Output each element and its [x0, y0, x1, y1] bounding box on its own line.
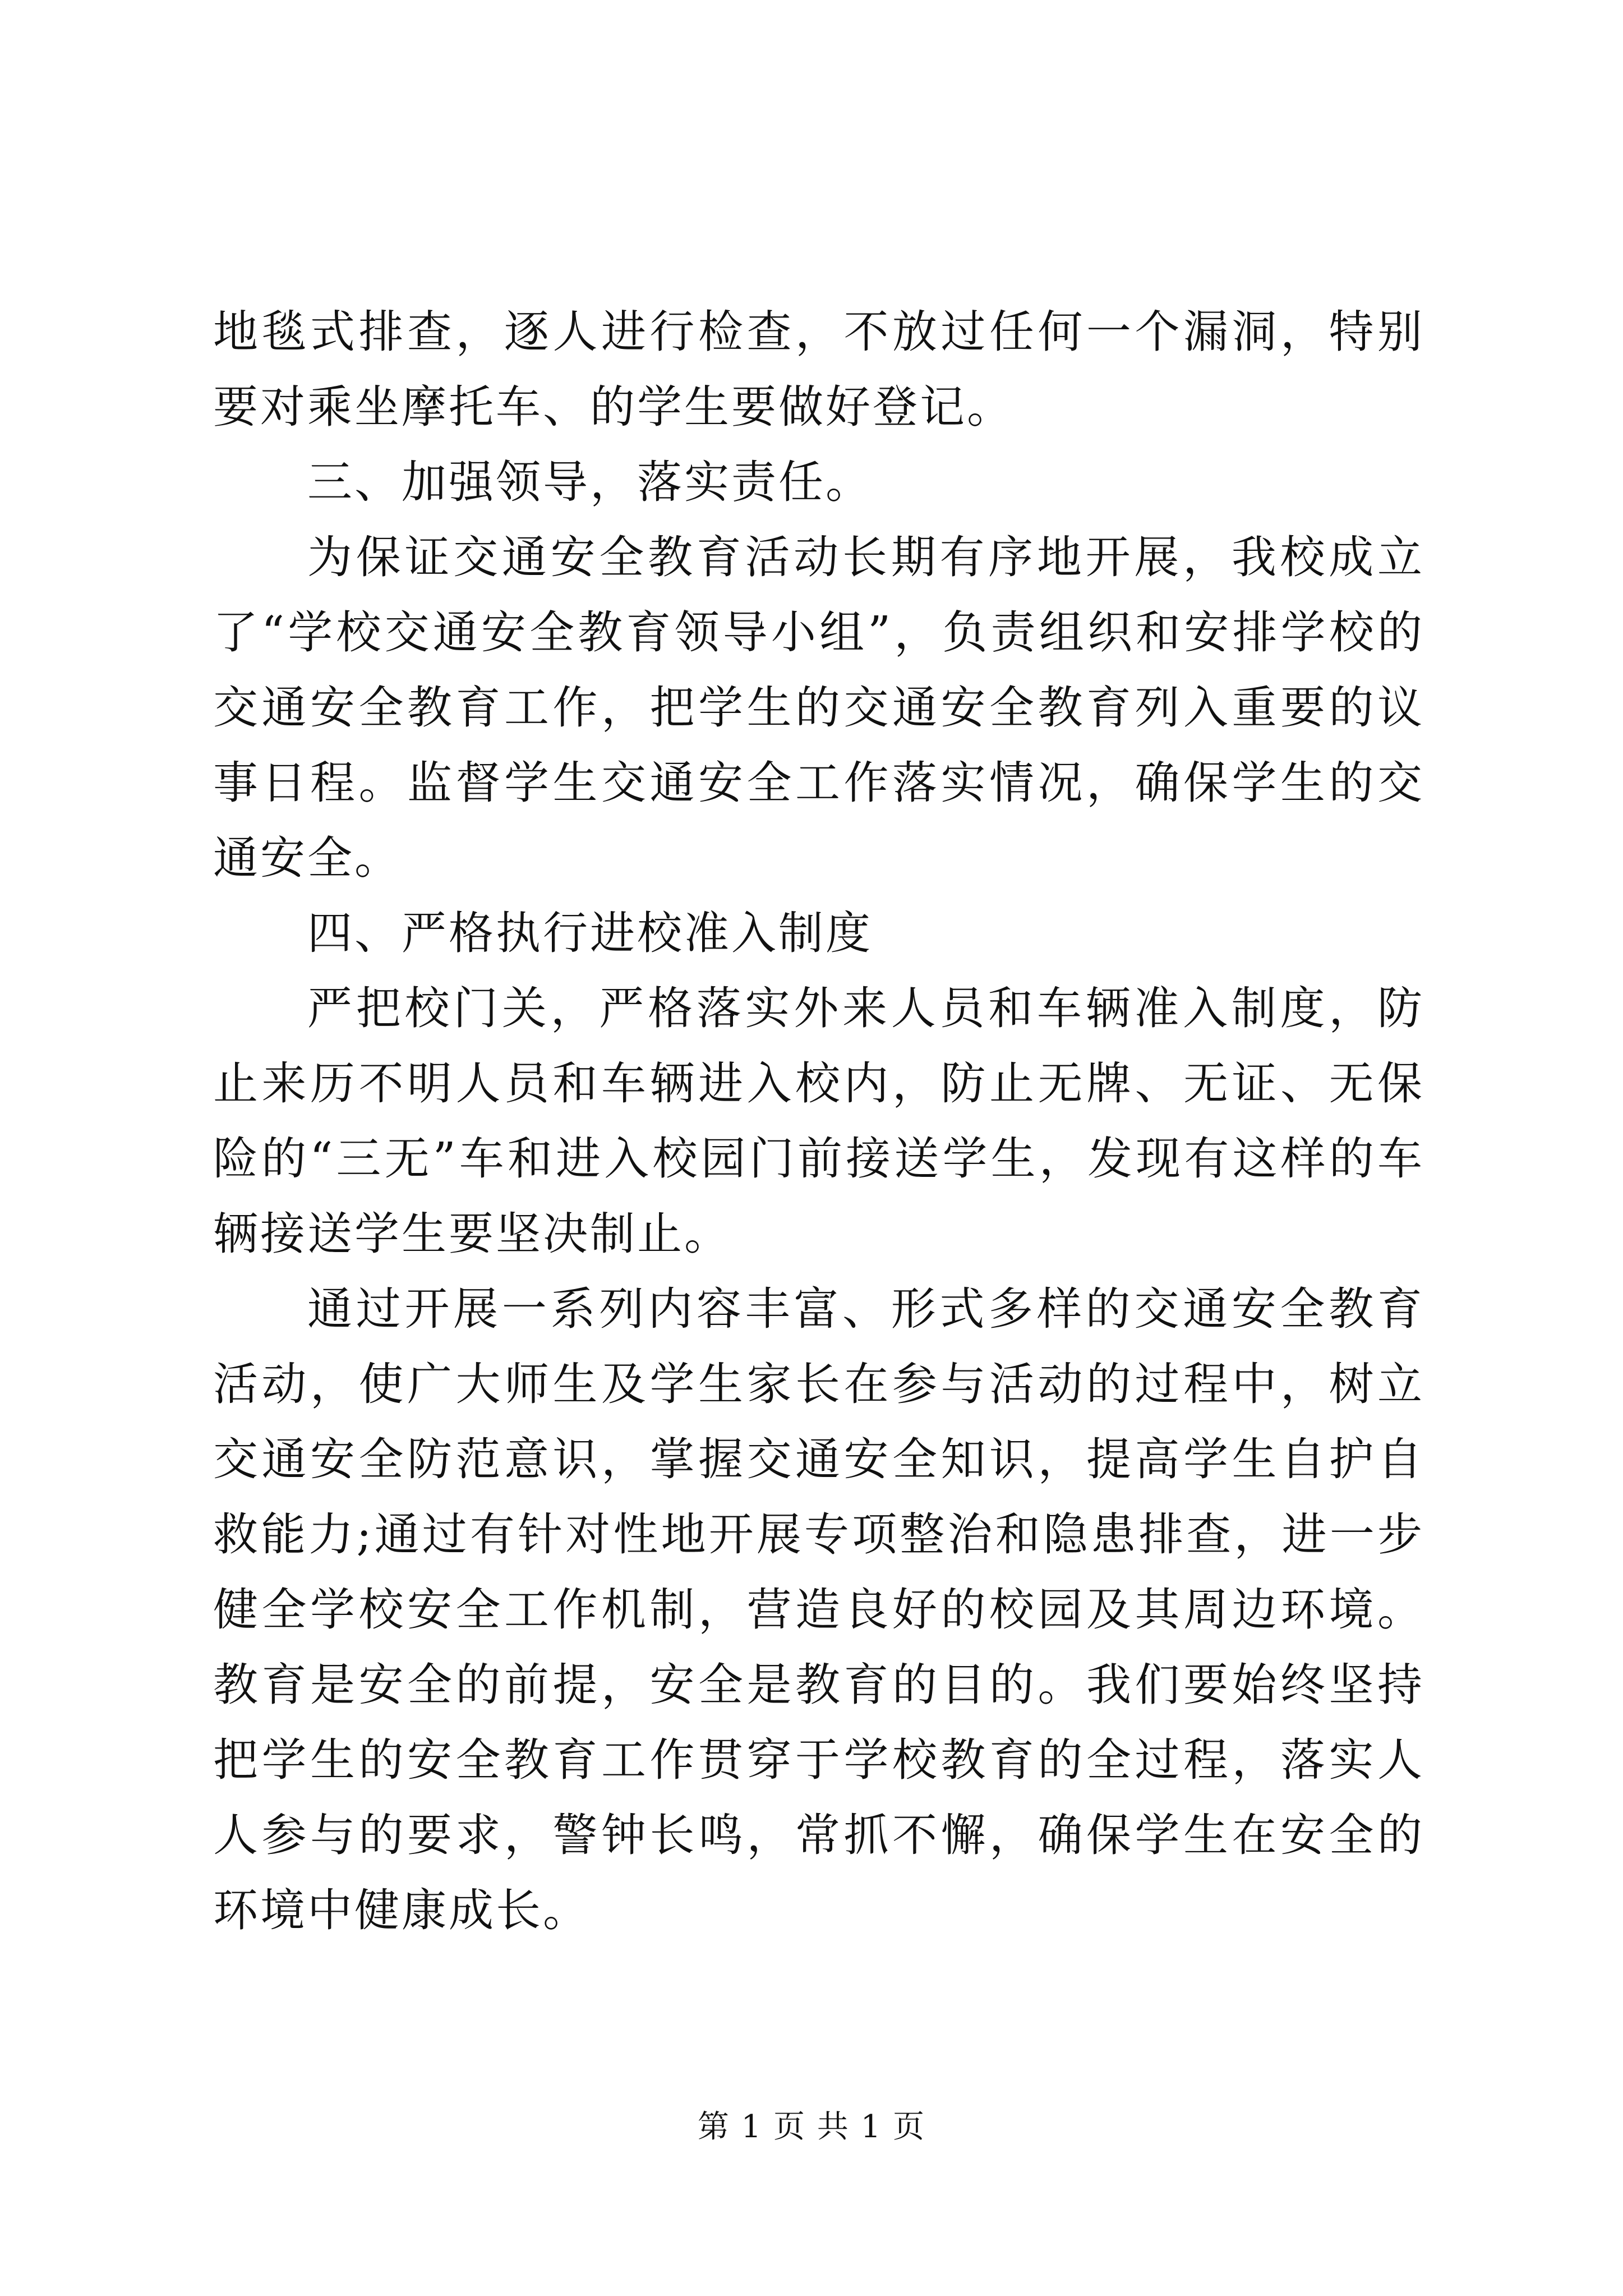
paragraph-conclusion: 通过开展一系列内容丰富、形式多样的交通安全教育活动，使广大师生及学生家长在参与活动的过程中，树立交通安全防范意识，掌握交通安全知识，提高学生自护自救能力;通过有针对性地开展专项整治和隐患排查，进一步健全学校安全工作机制，营造良好的校园及其周边环境。教育是安全的前提，安全是教育的目的。我们要始终坚持把学生的安全教育工作贯穿于学校教育的全过程，落实人人参与的要求，警钟长鸣，常抓不懈，确保学生在安全的环境中健康成长。: [213, 1283, 1424, 1936]
section-heading-4: 四、严格执行进校准入制度: [307, 907, 873, 959]
document-body: [213, 295, 1424, 1948]
page-number-footer: 第 1 页 共 1 页: [697, 2109, 926, 2145]
paragraph-leadership: 为保证交通安全教育活动长期有序地开展，我校成立了“学校交通安全教育领导小组”，负责组织和安排学校的交通安全教育工作，把学生的交通安全教育列入重要的议事日程。监督学生交通安全工作落实情况，确保学生的交通安全。: [213, 531, 1424, 884]
paragraph-continuation: 地毯式排查，逐人进行检查，不放过任何一个漏洞，特别要对乘坐摩托车、的学生要做好登记。: [213, 306, 1424, 433]
section-heading-3: 三、加强领导，落实责任。: [307, 456, 873, 508]
paragraph-gate-control: 严把校门关，严格落实外来人员和车辆准入制度，防止来历不明人员和车辆进入校内，防止无牌、无证、无保险的“三无”车和进入校园门前接送学生，发现有这样的车辆接送学生要坚决制止。: [213, 982, 1424, 1260]
